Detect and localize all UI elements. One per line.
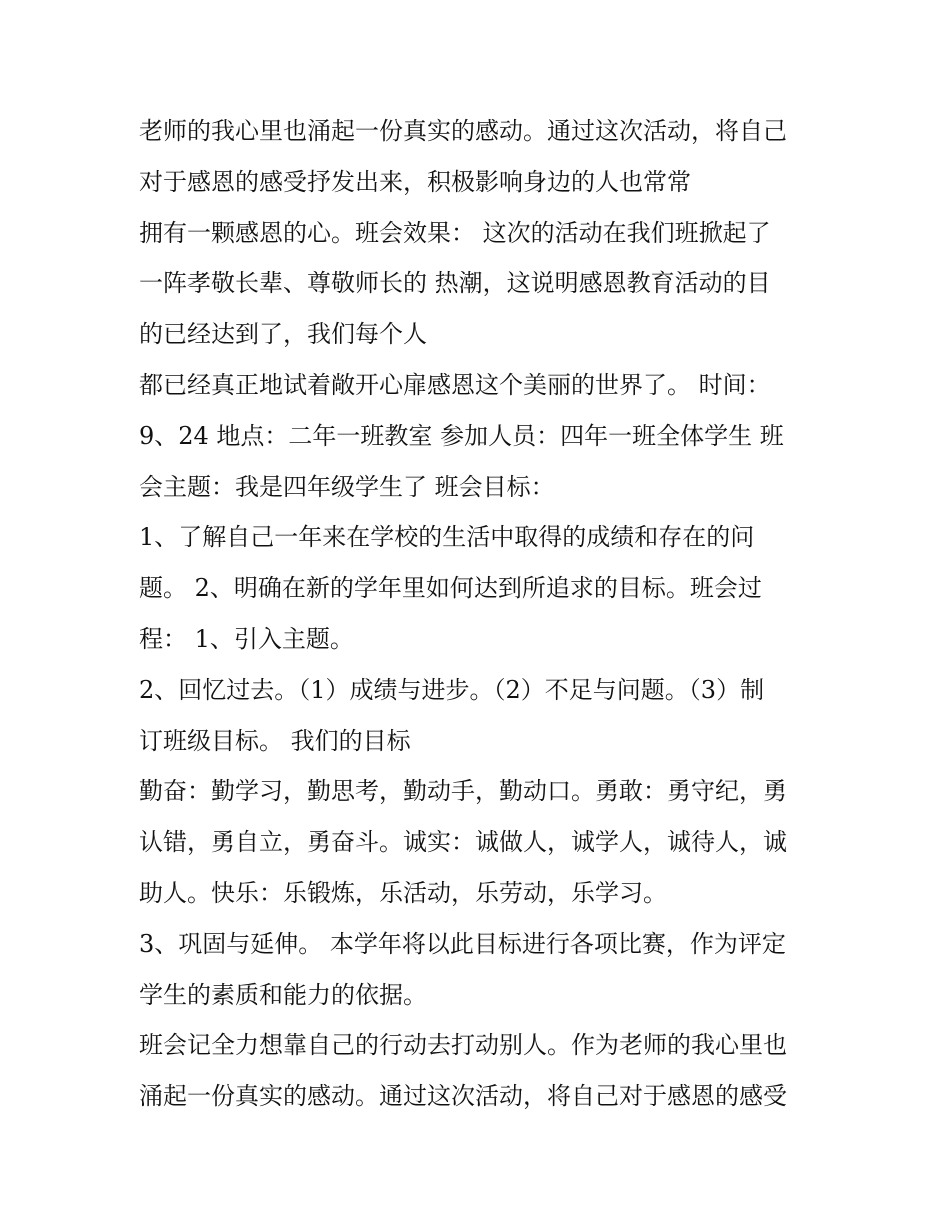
text-line: 都已经真正地试着敞开心扉感恩这个美丽的世界了。 时间： [139, 370, 771, 399]
text-line: 拥有一颗感恩的心。班会效果： 这次的活动在我们班掀起了 [139, 218, 771, 247]
text-line: 对于感恩的感受抒发出来，积极影响身边的人也常常 [139, 167, 691, 196]
text-line: 会主题：我是四年级学生了 班会目标： [139, 472, 555, 501]
text-line: 1、了解自己一年来在学校的生活中取得的成绩和存在的问 [139, 523, 755, 552]
text-line: 程： 1、引入主题。 [139, 624, 354, 653]
text-line: 题。 2、明确在新的学年里如何达到所追求的目标。班会过 [139, 574, 762, 603]
text-line: 勤奋：勤学习，勤思考，勤动手，勤动口。勇敢：勇守纪，勇 [139, 777, 787, 806]
text-line: 助人。快乐：乐锻炼，乐活动，乐劳动，乐学习。 [139, 878, 667, 907]
text-line: 学生的素质和能力的依据。 [139, 980, 427, 1009]
text-line: 订班级目标。 我们的目标 [139, 726, 411, 755]
text-line: 9、24 地点：二年一班教室 参加人员：四年一班全体学生 班 [139, 421, 784, 450]
text-line: 的已经达到了，我们每个人 [139, 320, 427, 349]
text-line: 2、回忆过去。（1）成绩与进步。（2）不足与问题。（3）制 [139, 675, 765, 704]
document-body [139, 106, 829, 1122]
text-line: 老师的我心里也涌起一份真实的感动。通过这次活动，将自己 [139, 117, 787, 145]
text-line: 涌起一份真实的感动。通过这次活动，将自己对于感恩的感受 [139, 1082, 787, 1111]
text-line: 班会记全力想靠自己的行动去打动别人。作为老师的我心里也 [139, 1031, 787, 1060]
text-line: 认错，勇自立，勇奋斗。诚实：诚做人，诚学人，诚待人，诚 [139, 828, 787, 857]
text-line: 3、巩固与延伸。 本学年将以此目标进行各项比赛，作为评定 [139, 929, 786, 958]
text-line: 一阵孝敬长辈、尊敬师长的 热潮，这说明感恩教育活动的目 [139, 269, 771, 298]
